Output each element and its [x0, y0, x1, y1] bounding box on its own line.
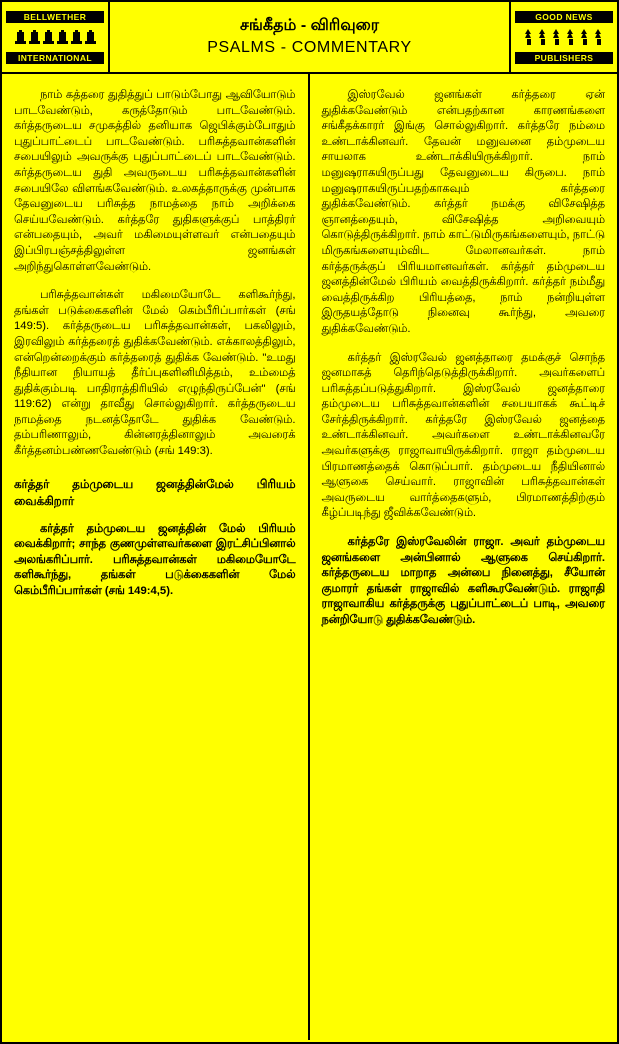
page-title-tamil: சங்கீதம் - விரிவுரை: [239, 17, 380, 34]
good-news-publishers-logo: [509, 2, 617, 72]
good-news-logo-line2: PUBLISHERS: [515, 52, 613, 64]
page-title-english: PSALMS - COMMENTARY: [207, 39, 412, 56]
bellwether-logo-line1: BELLWETHER: [6, 11, 104, 23]
page-title: [110, 2, 509, 72]
bell-icon: [6, 25, 104, 51]
good-news-logo-line1: GOOD NEWS: [515, 11, 613, 23]
left-column: [2, 74, 310, 1040]
page-body: [2, 74, 617, 1040]
paragraph: கர்த்தரே இஸ்ரவேலின் ராஜா. அவர் தம்முடைய ஜனங்களை அன்பினால் ஆளுகை செய்கிறார். கர்த்தருடைய மாறாத அன்பை நினைத்து, சீயோன் குமாரர் தங்கள் ராஜாவில் களிகூரவேண்டும். ராஜாதி ராஜாவாகிய கர்த்தருக்கு புதுப்பாட்டைப் பாடி, அவரை நன்றியோடு துதிக்கவேண்டும்.: [321, 536, 605, 626]
paragraph: பரிசுத்தவான்கள் மகிமையோடே களிகூர்ந்து, தங்கள் படுக்கைகளின் மேல் கெம்பீரிப்பார்கள் (சங் 149:5). கர்த்தருடைய பரிசுத்தவான்கள், பகலிலும், இரவிலும் கர்த்தரைத் துதிக்கவேண்டும். எக்காலத்திலும், என்றென்றைக்கும் கர்த்தரைத் துதிக்க வேண்டும். "உமது நீதியான நியாயத் தீர்ப்புகளினிமித்தம், உம்மைத் துதிக்கும்படி பாதிராத்திரியில் எழுந்திருப்பேன்" (சங் 119:62) என்று தாவீது சொல்லுகிறார். கர்த்தருடைய நாமத்தை நடனத்தோடே துதிக்க வேண்டும். தம்பரிணாலும், கின்னரத்தினாலும் அவரைக் கீர்த்தனம்பண்ணவேண்டும் (சங் 149:3).: [14, 289, 296, 458]
paragraph: இஸ்ரவேல் ஜனங்கள் கர்த்தரை ஏன் துதிக்கவேண்டும் என்பதற்கான காரணங்களை சங்கீதக்காரர் இங்கு சொல்லுகிறார். கர்த்தரே நம்மை உண்டாக்கினவர். தேவன் மனுவனை தம்முடைய சாயலாக உண்டாக்கியிருக்கிறார். நாம் மனுஷராகயிருப்பது தேவனுடைய கிருபை. நாம் மனுஷராகயிருப்பதற்காகவும் கர்த்தரை துதிக்கவேண்டும். கர்த்தர் நமக்கு விசேஷித்த ஞானத்தையும், விசேஷித்த அறிவையும் கொடுத்திருக்கிறார். நாம் காட்டுமிருகங்களையும், நாட்டு மிருகங்களையும்விட மேலானவர்கள். நாம் கர்த்தருக்குப் பிரியமானவர்கள். கர்த்தர் தம்முடைய ஜனத்தின்மேல் பிரியம் வைத்திருக்கிறார். கர்த்தர் நம்மீது வைத்திருக்கிற பிரியத்தை, நாம் நன்றியுள்ள இருதயத்தோடு நினைவு கூர்ந்து, அவரை துதிக்கவேண்டும்.: [321, 89, 605, 335]
right-column: [310, 74, 618, 1040]
torch-icon: [515, 25, 613, 51]
paragraph: கர்த்தர் இஸ்ரவேல் ஜனத்தாரை தமக்குச் சொந்த ஜனமாகத் தெரிந்தெடுத்திருக்கிறார். அவர்களைப் பரிசுத்தப்படுத்துகிறார். இஸ்ரவேல் ஜனத்தாரை தம்முடைய பரிசுத்தவான்களின் சபையாகக் கூட்டிச் சேர்த்திருக்கிறார். கர்த்தரே இஸ்ரவேல் ஜனத்தை உண்டாக்கினவர். அவர்களை உண்டாக்கினவரே அவர்களுக்கு ராஜாவாயிருக்கிறார். ராஜா தம்முடைய பிரமாணத்தைக் கொடுப்பார். தம்முடைய நீதியினால் ஆளுகை செய்வார். ராஜாவின் பரிசுத்தவான்கள் அவருடைய வார்த்தைகளும், பிரமாணத்திற்கும் கீழ்ப்படிந்து ஜீவிக்கவேண்டும்.: [321, 351, 605, 520]
paragraph: நாம் கத்தரை துதித்துப் பாடும்போது ஆவியோடும் பாடவேண்டும், கருத்தோடும் பாடவேண்டும். கர்த்தருடைய சமுகத்தில் தனியாக ஜெபிக்கும்போதும் புதுப்பாட்டைப் பாடவேண்டும். பரிசுத்தவான்களின் சபையிலும் அவருக்கு புதுப்பாட்டைப் பாடவேண்டும். கர்த்தருடைய துதி அவருடைய பரிசுத்தவான்களின் சபையிலே விளங்கவேண்டும். உலகத்தாருக்கு முன்பாக தேவனுடைய பரிசுத்த நாமத்தை நாம் அறிக்கை செய்யவேண்டும். கர்த்தரே துதிகளுக்குப் பாத்திரர் என்பதையும், அவர் மகிமையுள்ளவர் என்பதையும் இப்பிரபஞ்சத்திலுள்ள ஜனங்கள் அறிந்துகொள்ளவேண்டும்.: [14, 89, 296, 273]
bellwether-logo-line2: INTERNATIONAL: [6, 52, 104, 64]
section-heading: கர்த்தர் தம்முடைய ஜனத்தின்மேல் பிரியம் வைக்கிறார்: [14, 476, 296, 508]
scripture-quote: கர்த்தர் தம்முடைய ஜனத்தின் மேல் பிரியம் வைக்கிறார்; சாந்த குணமுள்ளவர்களை இரட்சிப்பினால் அலங்கரிப்பார். பரிசுத்தவான்கள் மகிமையோடே களிகூர்ந்து, தங்கள் படுக்கைகளின் மேல் கெம்பீரிப்பார்கள் (சங் 149:4,5).: [14, 522, 296, 598]
bellwether-international-logo: [2, 2, 110, 72]
page-header: [2, 2, 617, 74]
